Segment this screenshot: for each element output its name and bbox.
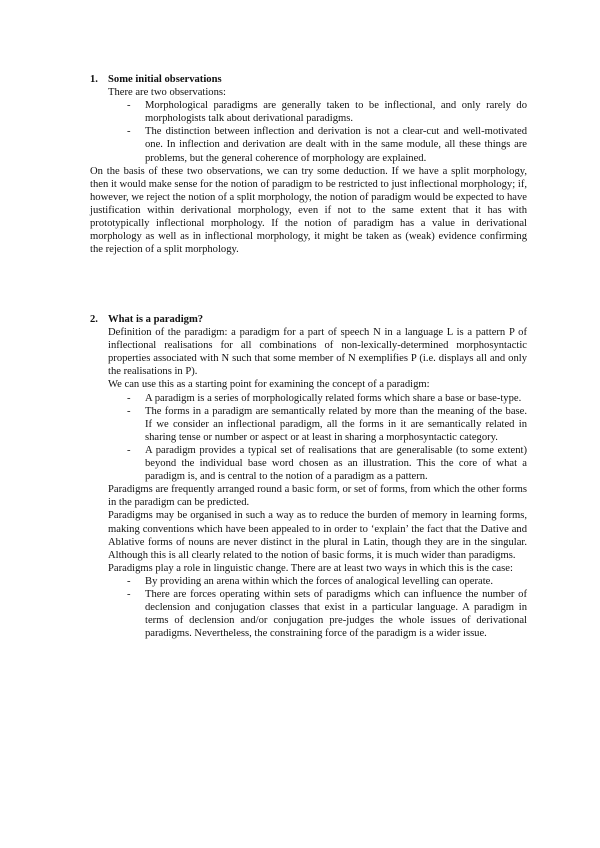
section-heading [90, 73, 527, 86]
dash-bullet: - [127, 588, 131, 600]
list-item [108, 99, 527, 125]
list-item [108, 575, 527, 588]
list-item [108, 444, 527, 483]
list-item [108, 392, 527, 405]
list-item [108, 405, 527, 444]
list-item-text: A paradigm provides a typical set of realisations that are generalisable (to some extent) beyond the individual base word chosen as an illustration. This the core of what a paradigm is, and is central to the notion of a paradigm as a pattern. [145, 444, 527, 483]
list-item-text: By providing an arena within which the forces of analogical levelling can operate. [145, 575, 493, 587]
list-item [108, 588, 527, 640]
section-title: Some initial observations [108, 74, 222, 85]
list-item [108, 125, 527, 164]
list-item-text: Morphological paradigms are generally taken to be inflectional, and only rarely do morphologists talk about derivational paradigms. [145, 100, 527, 125]
list-item-text: A paradigm is a series of morphologically related forms which share a base or base-type. [145, 392, 522, 404]
body-paragraph: On the basis of these two observations, we can try some deduction. If we have a split morphology, then it would make sense for the notion of paradigm to be restricted to just inflectional morphology; if, however, we reject the notion of a split morphology, the notion of paradigm would be expected to have justification within derivational morphology, even if not to the same extent that it has with prototypically inflectional morphology. If the notion of paradigm has a value in derivational morphology as well as in inflectional morphology, it might be taken as (weak) evidence confirming the rejection of a split morphology. [90, 165, 527, 256]
observation-list [108, 99, 527, 164]
section-initial-observations [90, 73, 527, 256]
section-body [108, 326, 527, 640]
section-body [90, 86, 527, 256]
body-paragraph: Paradigms are frequently arranged round a basic form, or set of forms, from which the other forms in the paradigm can be predicted. [108, 484, 527, 509]
section-what-is-paradigm [90, 313, 527, 640]
linguistic-change-list [108, 575, 527, 640]
dash-bullet: - [127, 126, 131, 138]
list-item-text: The forms in a paradigm are semantically related by more than the meaning of the base. If we consider an inflectional paradigm, all the forms in it are semantically related in sharing tense or number or aspect or at least in sharing a morphosyntactic category. [145, 405, 527, 443]
section-number: 2. [90, 314, 98, 325]
section-number: 1. [90, 74, 98, 85]
list-item-text: There are forces operating within sets of paradigms which can influence the number of declension and conjugation classes that exist in a particular language. A paradigm in terms of declension and/or conjugation pre-judges the whole issues of derivational paradigms. Nevertheless, the constraining force of the paradigm is a wider issue. [145, 588, 527, 640]
intro-text: There are two observations: [108, 87, 226, 99]
dash-bullet: - [127, 100, 131, 112]
intro-text: We can use this as a starting point for examining the concept of a paradigm: [108, 379, 430, 391]
definition-paragraph: Definition of the paradigm: a paradigm for a part of speech N in a language L is a pattern P of inflectional realisations for all combinations of non-lexically-determined morphosyntactic properties associated with N such that some member of N exemplifies P (i.e. displays all and only the realisations in P). [108, 327, 527, 378]
paradigm-properties-list [108, 392, 527, 484]
section-title: What is a paradigm? [108, 314, 204, 325]
list-item-text: The distinction between inflection and derivation is not a clear-cut and well-motivated one. In inflection and derivation are dealt with in the same module, all these things are problems, but the general coherence of morphology are explained. [145, 126, 527, 164]
body-paragraph: Paradigms may be organised in such a way as to reduce the burden of memory in learning forms, making conventions which have been appealed to in order to ‘explain’ the fact that the Dative and Ablative forms of nouns are never distinct in the plural in Latin, though they are in the singular. Although this is all clearly related to the notion of basic forms, it is much wider than paradigms. [108, 510, 527, 561]
section-heading [90, 313, 527, 326]
body-paragraph: Paradigms play a role in linguistic change. There are at least two ways in which this is the case: [108, 562, 513, 574]
dash-bullet: - [127, 392, 131, 404]
dash-bullet: - [127, 575, 131, 587]
dash-bullet: - [127, 405, 131, 417]
dash-bullet: - [127, 444, 131, 456]
